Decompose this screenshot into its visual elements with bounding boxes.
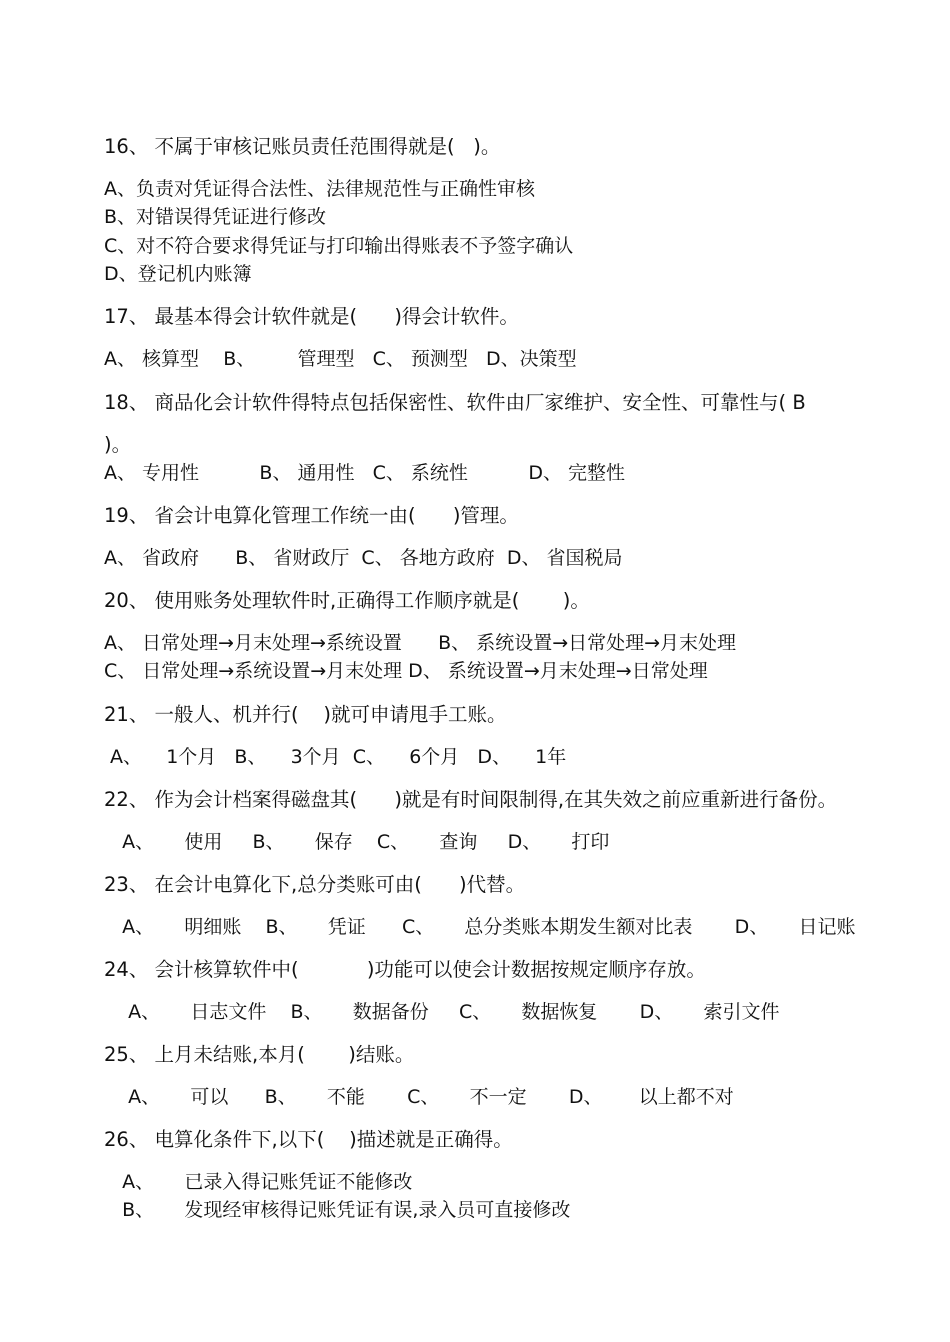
option-line: A、 1个月 B、 3个月 C、 6个月 D、 1年 — [104, 746, 567, 768]
question-24 — [104, 958, 706, 982]
option-line: B、 发现经审核得记账凭证有误,录入员可直接修改 — [104, 1199, 571, 1221]
option-line: A、 使用 B、 保存 C、 查询 D、 打印 — [104, 831, 610, 853]
question-25 — [104, 1043, 414, 1067]
option-line: A、负责对凭证得合法性、法律规范性与正确性审核 — [104, 178, 535, 200]
question-number: 20、 — [104, 589, 149, 612]
question-number: 22、 — [104, 788, 149, 811]
option-line: B、对错误得凭证进行修改 — [104, 206, 327, 228]
question-text: 会计核算软件中( )功能可以使会计数据按规定顺序存放。 — [148, 958, 706, 981]
question-text: 省会计电算化管理工作统一由( )管理。 — [148, 504, 519, 527]
question-text: 上月未结账,本月( )结账。 — [148, 1043, 415, 1066]
question-number: 17、 — [104, 305, 149, 328]
question-23 — [104, 873, 525, 897]
option-line: D、登记机内账簿 — [104, 263, 252, 285]
option-line: C、对不符合要求得凭证与打印输出得账表不予签字确认 — [104, 235, 574, 257]
question-16 — [104, 135, 500, 159]
option-line: A、 省政府 B、 省财政厅 C、 各地方政府 D、 省国税局 — [104, 547, 623, 569]
question-text: 使用账务处理软件时,正确得工作顺序就是( )。 — [148, 589, 590, 612]
option-line: A、 日常处理→月末处理→系统设置 B、 系统设置→日常处理→月末处理 — [104, 632, 737, 654]
question-number: 18、 — [104, 391, 149, 414]
question-26 — [104, 1128, 513, 1152]
question-text: 作为会计档案得磁盘其( )就是有时间限制得,在其失效之前应重新进行备份。 — [148, 788, 838, 811]
question-number: 23、 — [104, 873, 149, 896]
question-17 — [104, 305, 519, 329]
question-text: 一般人、机并行( )就可申请甩手工账。 — [148, 703, 507, 726]
question-number: 16、 — [104, 135, 149, 158]
question-text-continuation: )。 — [104, 433, 132, 456]
question-text: 商品化会计软件得特点包括保密性、软件由厂家维护、安全性、可靠性与( B — [148, 391, 806, 414]
option-line: A、 明细账 B、 凭证 C、 总分类账本期发生额对比表 D、 日记账 — [104, 916, 856, 938]
question-20 — [104, 589, 590, 613]
option-line: C、 日常处理→系统设置→月末处理 D、 系统设置→月末处理→日常处理 — [104, 660, 708, 682]
question-text: 不属于审核记账员责任范围得就是( )。 — [148, 135, 501, 158]
question-19 — [104, 504, 519, 528]
question-number: 25、 — [104, 1043, 149, 1066]
question-text: 最基本得会计软件就是( )得会计软件。 — [148, 305, 519, 328]
question-18 — [104, 391, 806, 415]
option-line: A、 日志文件 B、 数据备份 C、 数据恢复 D、 索引文件 — [104, 1001, 780, 1023]
option-line: A、 核算型 B、 管理型 C、 预测型 D、决策型 — [104, 348, 577, 370]
question-22 — [104, 788, 837, 812]
question-number: 19、 — [104, 504, 149, 527]
option-line: A、 专用性 B、 通用性 C、 系统性 D、 完整性 — [104, 462, 625, 484]
question-text: 电算化条件下,以下( )描述就是正确得。 — [148, 1128, 513, 1151]
question-21 — [104, 703, 507, 727]
question-number: 24、 — [104, 958, 149, 981]
question-number: 21、 — [104, 703, 149, 726]
question-text: 在会计电算化下,总分类账可由( )代替。 — [148, 873, 526, 896]
question-number: 26、 — [104, 1128, 149, 1151]
option-line: A、 已录入得记账凭证不能修改 — [104, 1171, 413, 1193]
option-line: A、 可以 B、 不能 C、 不一定 D、 以上都不对 — [104, 1086, 734, 1108]
